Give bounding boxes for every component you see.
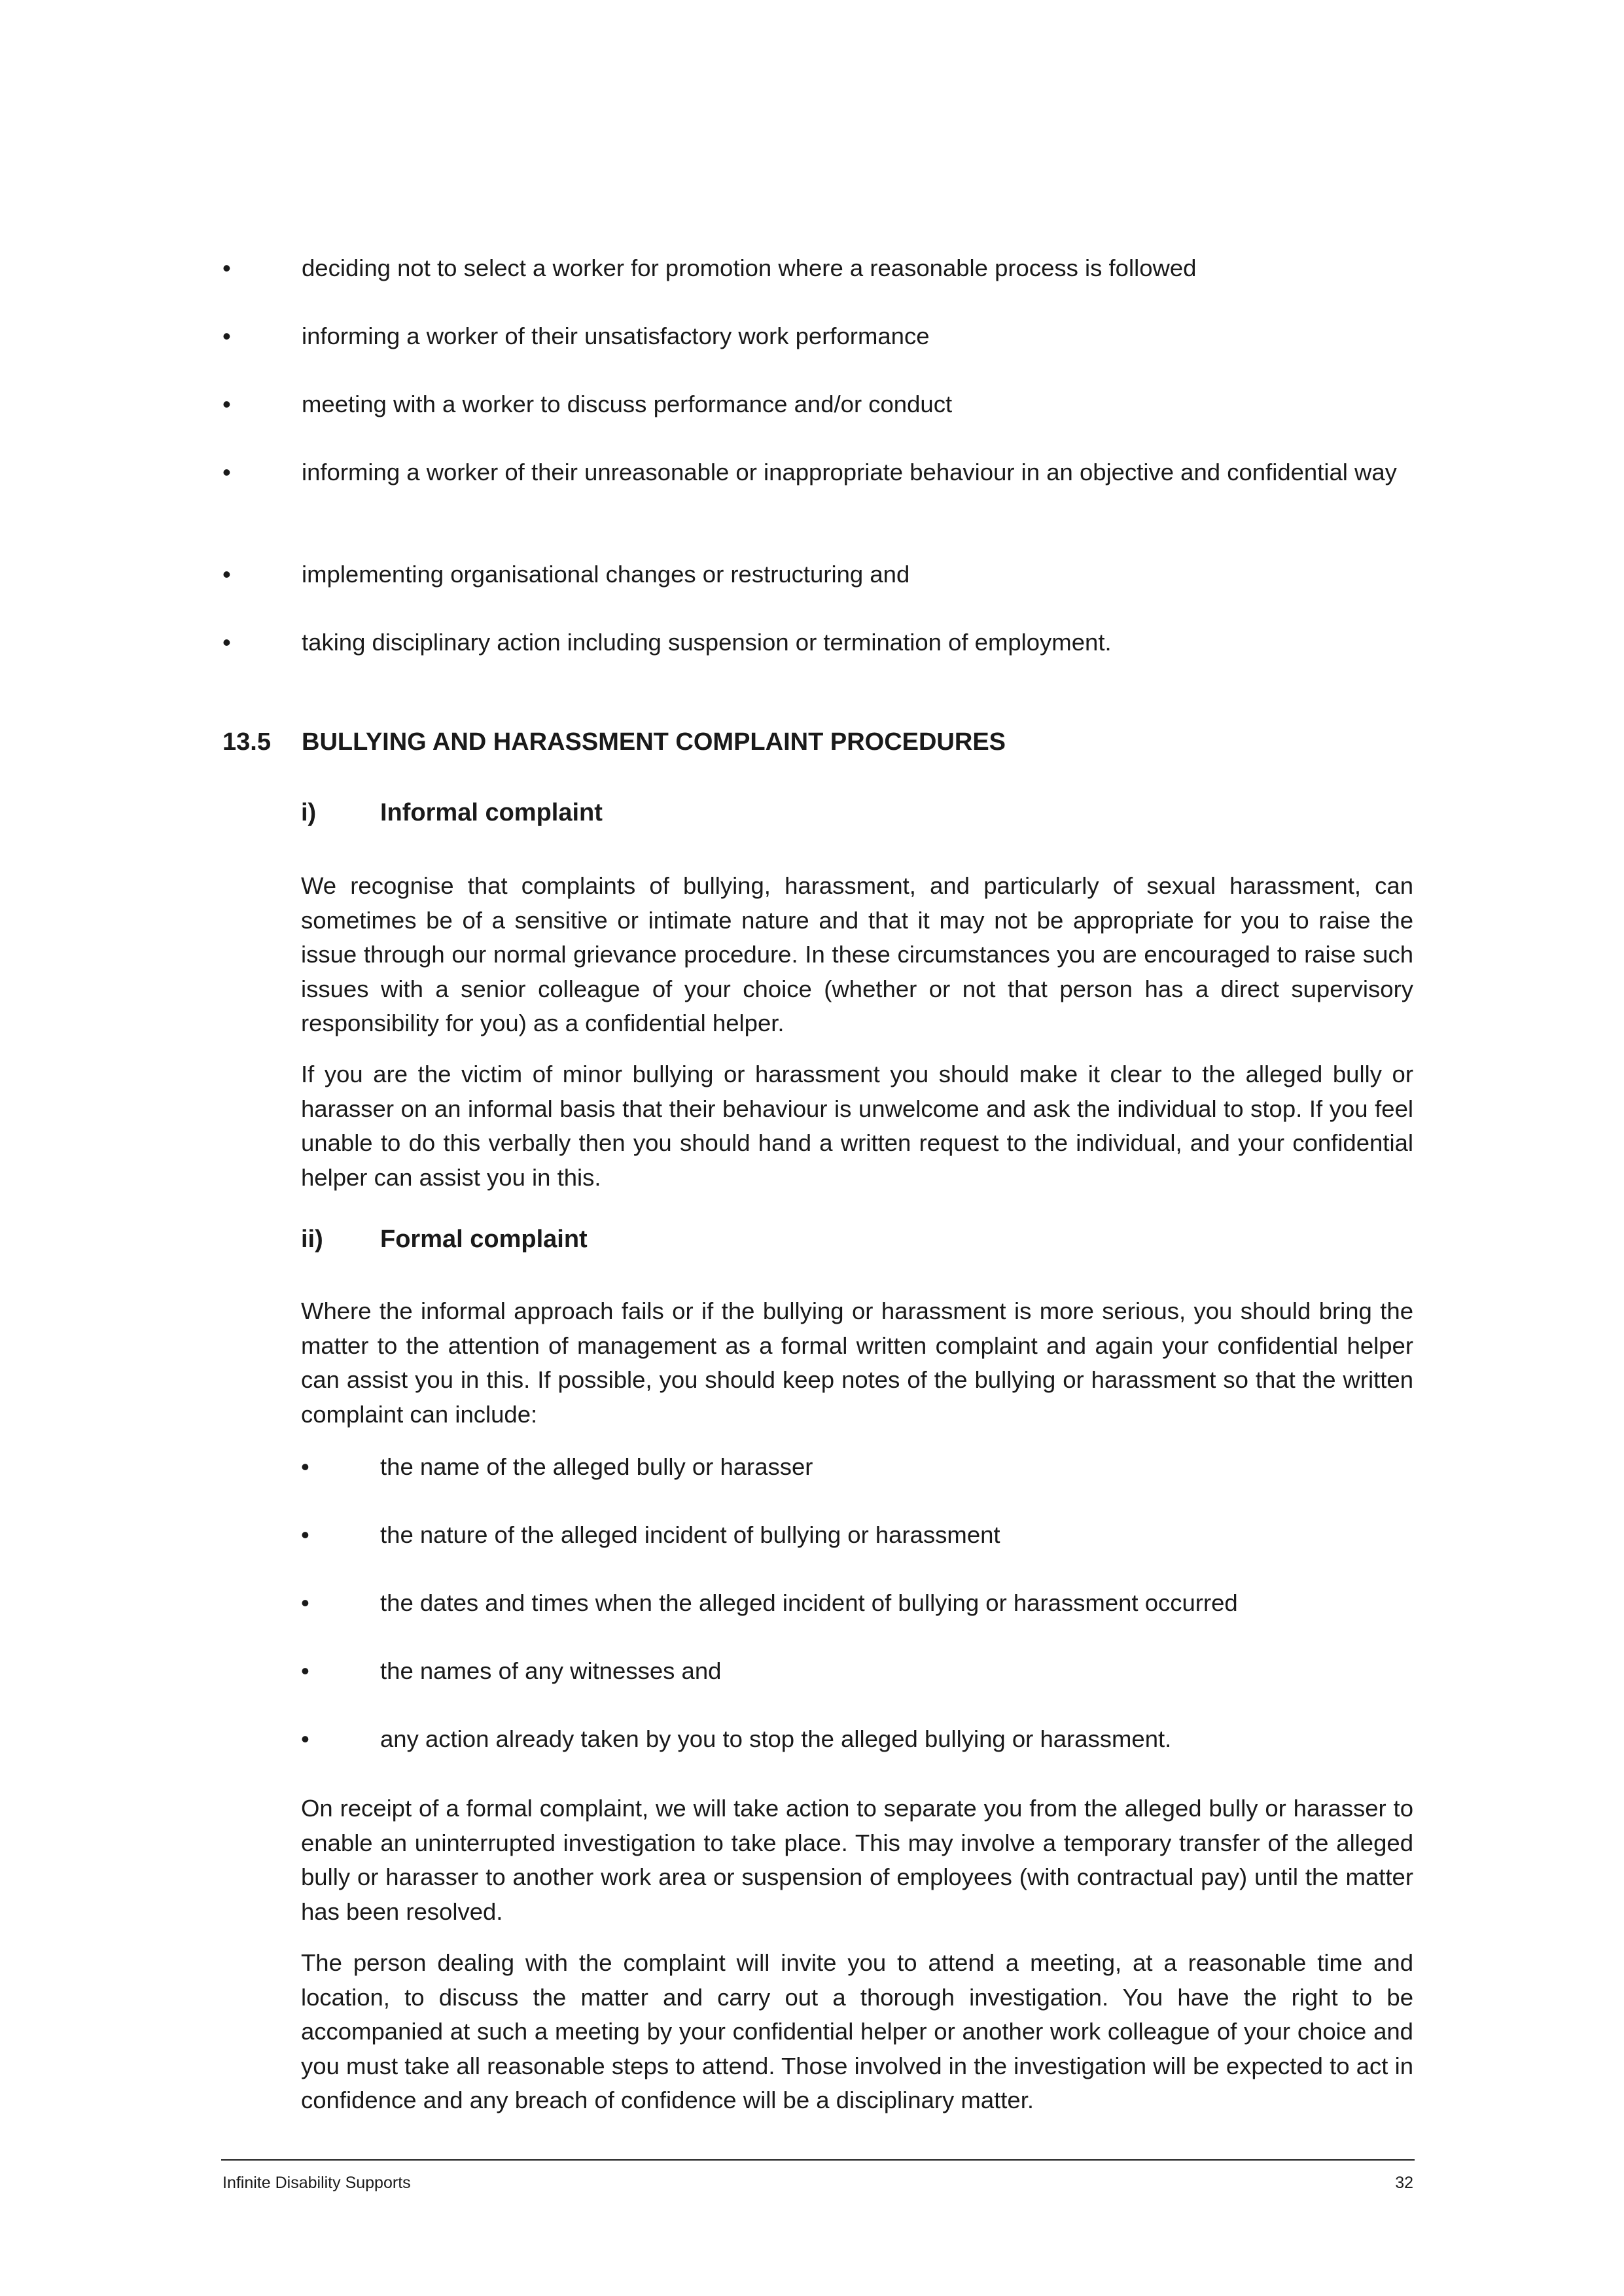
bullet-icon: • (301, 1453, 309, 1480)
subsection-number: ii) (301, 1226, 323, 1253)
subsection-title: Formal complaint (380, 1226, 588, 1253)
list-item-text: any action already taken by you to stop the alleged bullying or harassment. (380, 1725, 1172, 1752)
footer-organisation: Infinite Disability Supports (222, 2174, 411, 2192)
section-number: 13.5 (222, 728, 271, 756)
list-item-text: informing a worker of their unreasonable or inappropriate behaviour in an objective and confidential way (302, 459, 1397, 486)
bullet-icon: • (222, 459, 231, 486)
paragraph: The person dealing with the complaint will invite you to attend a meeting, at a reasonable time and location, to discuss the matter and carry out a thorough investigation. You have the right to be accompanied at such a meeting by your confidential helper or another work colleague of your choice and you must take all reasonable steps to attend. Those involved in the investigation will be expected to act in confidence and any breach of confidence will be a disciplinary matter. (301, 1949, 1413, 2113)
bullet-icon: • (222, 629, 231, 656)
bullet-icon: • (222, 255, 231, 281)
bullet-icon: • (222, 561, 231, 588)
list-item-text: the names of any witnesses and (380, 1657, 722, 1684)
subsection-number: i) (301, 799, 317, 826)
bullet-icon: • (301, 1657, 309, 1684)
page-number: 32 (1395, 2174, 1413, 2192)
subsection-title: Informal complaint (380, 799, 603, 826)
bullet-icon: • (301, 1725, 309, 1752)
bullet-icon: • (301, 1521, 309, 1548)
list-item-text: the dates and times when the alleged incident of bullying or harassment occurred (380, 1589, 1238, 1616)
list-item-text: the nature of the alleged incident of bullying or harassment (380, 1521, 1000, 1548)
paragraph: On receipt of a formal complaint, we will take action to separate you from the alleged bully or harasser to enable an uninterrupted investigation to take place. This may involve a temporary transfer of the alleged bully or harasser to another work area or suspension of employees (with contractual pay) until the matter has been resolved. (301, 1795, 1413, 1925)
list-item-text: informing a worker of their unsatisfactory work performance (302, 323, 930, 349)
section-title: BULLYING AND HARASSMENT COMPLAINT PROCEDURES (302, 728, 1006, 756)
list-item-text: the name of the alleged bully or harasser (380, 1453, 813, 1480)
bullet-icon: • (222, 391, 231, 417)
footer-divider (221, 2159, 1415, 2161)
list-item-text: meeting with a worker to discuss performance and/or conduct (302, 391, 953, 417)
list-item-text: implementing organisational changes or restructuring and (302, 561, 910, 588)
bullet-icon: • (222, 323, 231, 349)
bullet-icon: • (301, 1589, 309, 1616)
list-item-text: taking disciplinary action including suspension or termination of employment. (302, 629, 1112, 656)
list-item-text: deciding not to select a worker for promotion where a reasonable process is followed (302, 255, 1197, 281)
paragraph: We recognise that complaints of bullying, harassment, and particularly of sexual harassment, can sometimes be of a sensitive or intimate nature and that it may not be appropriate for you to raise the issue through our normal grievance procedure. In these circumstances you are encouraged to raise such issues with a senior colleague of your choice (whether or not that person has a direct supervisory responsibility for you) as a confidential helper. (301, 872, 1413, 1036)
paragraph: If you are the victim of minor bullying or harassment you should make it clear to the alleged bully or harasser on an informal basis that their behaviour is unwelcome and ask the individual to stop. If you feel unable to do this verbally then you should hand a written request to the individual, and your confidential helper can assist you in this. (301, 1061, 1413, 1191)
paragraph: Where the informal approach fails or if the bullying or harassment is more serious, you should bring the matter to the attention of management as a formal written complaint and again your confidential helper can assist you in this. If possible, you should keep notes of the bullying or harassment so that the written complaint can include: (301, 1298, 1413, 1428)
